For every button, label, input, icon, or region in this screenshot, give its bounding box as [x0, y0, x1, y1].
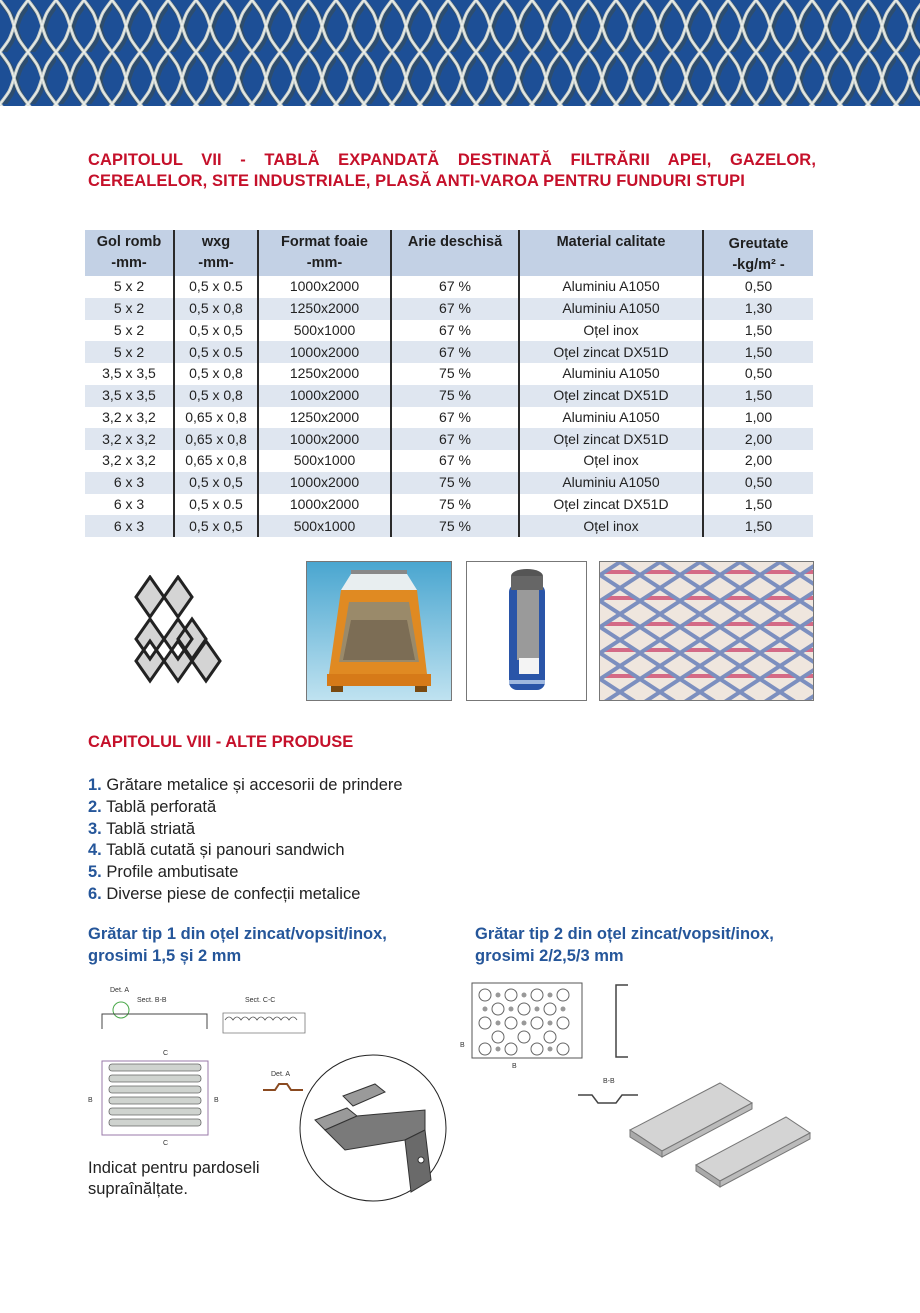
header-line1: Arie deschisă — [407, 234, 503, 250]
table-row — [85, 450, 813, 472]
cell-wxg: 0,5 x 0,5 — [174, 515, 258, 537]
cell-wxg: 0,5 x 0,5 — [174, 472, 258, 494]
chapter7-title-line2: CEREALELOR, SITE INDUSTRIALE, PLASĂ ANTI-VAROA PENTRU FUNDURI STUPI — [88, 172, 745, 190]
cell-wxg: 0,65 x 0,8 — [174, 407, 258, 429]
cell-wxg: 0,5 x 0.5 — [174, 341, 258, 363]
header-line1: Greutate — [728, 236, 789, 252]
col-header-wxg — [174, 230, 258, 276]
section-b-label: B — [512, 1063, 517, 1070]
cell-format-foaie: 500x1000 — [258, 515, 391, 537]
header-line2: -mm- — [306, 255, 343, 271]
cell-material: Aluminiu A1050 — [519, 472, 703, 494]
table-row — [85, 472, 813, 494]
grate-type2-title — [475, 923, 774, 967]
list-item — [88, 862, 403, 884]
list-item-text: Tablă cutată și panouri sandwich — [106, 841, 345, 860]
mesh-closeup-icon — [600, 562, 813, 700]
beehive-bottom-sieve-photo — [306, 561, 452, 701]
cell-greutate: 2,00 — [703, 450, 813, 472]
sect-cc-label: Sect. C-C — [245, 997, 276, 1004]
cell-greutate: 1,50 — [703, 494, 813, 516]
cell-arie-deschisa: 75 % — [391, 385, 519, 407]
cell-format-foaie: 1000x2000 — [258, 428, 391, 450]
section-bb-label: B-B — [603, 1078, 615, 1085]
cell-gol-romb: 3,2 x 3,2 — [102, 408, 156, 425]
expanded-metal-closeup-photo — [599, 561, 814, 701]
expanded-metal-specs-table — [85, 230, 813, 537]
cell-gol-romb: 5 x 2 — [113, 278, 145, 295]
cell-arie-deschisa: 67 % — [391, 428, 519, 450]
cylinder-filter-icon — [467, 562, 586, 700]
table-row — [85, 385, 813, 407]
mesh-pattern-icon — [0, 0, 920, 106]
cell-material: Aluminiu A1050 — [519, 407, 703, 429]
list-item — [88, 819, 403, 841]
cell-greutate: 0,50 — [703, 363, 813, 385]
header-line2: -mm- — [111, 255, 147, 271]
cell-greutate: 1,50 — [703, 341, 813, 363]
cell-greutate: 1,50 — [703, 515, 813, 537]
table-row — [85, 494, 813, 516]
section-c-label: C — [163, 1140, 169, 1147]
table-header-row — [85, 230, 813, 276]
cell-arie-deschisa: 75 % — [391, 515, 519, 537]
cell-format-foaie: 1000x2000 — [258, 341, 391, 363]
col-header-arie-deschisa — [391, 230, 519, 276]
other-products-list — [88, 775, 403, 906]
cell-material: Oțel inox — [519, 450, 703, 472]
grate-type1-note — [88, 1158, 260, 1200]
cell-format-foaie: 500x1000 — [258, 320, 391, 342]
header-line2: -kg/m² - — [732, 257, 785, 273]
cell-format-foaie: 500x1000 — [258, 450, 391, 472]
section-b-label: B — [460, 1042, 465, 1049]
table-row — [85, 320, 813, 342]
cell-gol-romb: 3,5 x 3,5 — [102, 365, 156, 382]
cell-gol-romb: 3,5 x 3,5 — [85, 385, 174, 407]
cell-greutate: 1,00 — [703, 407, 813, 429]
cell-arie-deschisa: 67 % — [391, 320, 519, 342]
cell-greutate: 2,00 — [703, 428, 813, 450]
cell-gol-romb: 6 x 3 — [85, 515, 174, 537]
col-header-format-foaie — [258, 230, 391, 276]
cell-material: Oțel inox — [519, 515, 703, 537]
col-header-material — [519, 230, 703, 276]
list-item — [88, 884, 403, 906]
cell-material: Oțel zincat DX51D — [519, 341, 703, 363]
table-row — [85, 298, 813, 320]
list-item-number: 2. — [88, 797, 102, 816]
cell-format-foaie: 1000x2000 — [258, 494, 391, 516]
cell-gol-romb: 6 x 3 — [113, 495, 145, 512]
cell-format-foaie: 1000x2000 — [258, 472, 391, 494]
section-b-label: B — [88, 1097, 93, 1104]
cell-material: Aluminiu A1050 — [519, 276, 703, 298]
list-item-text: Profile ambutisate — [106, 863, 239, 882]
expanded-metal-banner — [0, 0, 920, 106]
table-row — [85, 407, 813, 429]
list-item-number: 1. — [88, 776, 102, 794]
chapter7-title — [88, 150, 816, 192]
header-line1: Format foaie — [280, 234, 368, 250]
header-line1: wxg — [201, 234, 231, 250]
cell-arie-deschisa: 75 % — [391, 472, 519, 494]
cell-format-foaie: 1250x2000 — [258, 363, 391, 385]
col-header-gol-romb — [85, 230, 174, 276]
cell-gol-romb: 5 x 2 — [85, 298, 174, 320]
cell-material: Aluminiu A1050 — [519, 298, 703, 320]
header-line1: Material calitate — [556, 234, 666, 250]
cell-wxg: 0,65 x 0,8 — [174, 450, 258, 472]
cell-greutate: 1,50 — [703, 385, 813, 407]
cell-format-foaie: 1000x2000 — [258, 385, 391, 407]
cell-arie-deschisa: 75 % — [391, 494, 519, 516]
cell-gol-romb: 3,2 x 3,2 — [85, 428, 174, 450]
list-item-text: Tablă striată — [106, 819, 196, 838]
list-item-text: Diverse piese de confecții metalice — [106, 884, 361, 903]
cell-gol-romb: 5 x 2 — [85, 341, 174, 363]
cell-material: Oțel zincat DX51D — [519, 428, 703, 450]
section-b-label: B — [214, 1097, 219, 1104]
cell-arie-deschisa: 67 % — [391, 450, 519, 472]
cell-wxg: 0,5 x 0,8 — [174, 298, 258, 320]
cell-format-foaie: 1250x2000 — [258, 407, 391, 429]
sect-bb-label: Sect. B-B — [137, 997, 167, 1004]
table-row — [85, 363, 813, 385]
cartridge-filter-photo — [466, 561, 587, 701]
table-row — [85, 341, 813, 363]
cell-arie-deschisa: 67 % — [391, 298, 519, 320]
expanded-metal-diamond-illustration — [128, 575, 223, 700]
chapter7-title-line1: CAPITOLUL VII - TABLĂ EXPANDATĂ DESTINATĂ FILTRĂRII APEI, GAZELOR, — [88, 151, 816, 169]
diamond-mesh-icon — [128, 575, 223, 700]
cell-material: Oțel zincat DX51D — [519, 494, 703, 516]
list-item-number: 6. — [88, 884, 102, 903]
grate-type2-title-line1: Grătar tip 2 din oțel zincat/vopsit/inox, — [475, 925, 774, 943]
cell-wxg: 0,5 x 0,5 — [174, 320, 258, 342]
chapter8-title: CAPITOLUL VIII - ALTE PRODUSE — [88, 733, 354, 751]
list-item-number: 3. — [88, 819, 102, 838]
det-a-detail-label: Det. A — [271, 1071, 291, 1078]
col-header-greutate — [703, 230, 813, 276]
cell-arie-deschisa: 67 % — [391, 276, 519, 298]
grate-type1-title-line2: grosimi 1,5 și 2 mm — [88, 947, 242, 965]
cell-material: Aluminiu A1050 — [519, 363, 703, 385]
table-row — [85, 515, 813, 537]
cell-gol-romb: 5 x 2 — [113, 321, 145, 338]
cell-greutate: 0,50 — [703, 472, 813, 494]
cell-gol-romb: 3,2 x 3,2 — [102, 452, 156, 469]
cell-greutate: 1,30 — [703, 298, 813, 320]
cell-wxg: 0,5 x 0,8 — [174, 363, 258, 385]
table-row — [85, 428, 813, 450]
list-item — [88, 840, 403, 862]
cell-arie-deschisa: 67 % — [391, 341, 519, 363]
cell-arie-deschisa: 67 % — [391, 407, 519, 429]
section-c-label: C — [163, 1050, 169, 1057]
cell-material: Oțel inox — [519, 320, 703, 342]
cell-gol-romb: 6 x 3 — [85, 472, 174, 494]
list-item-text: Tablă perforată — [106, 797, 217, 816]
list-item-number: 4. — [88, 841, 102, 860]
header-line1: Gol romb — [96, 234, 162, 250]
grate-type1-title — [88, 923, 387, 967]
cell-format-foaie: 1250x2000 — [258, 298, 391, 320]
header-line2: -mm- — [198, 255, 234, 271]
list-item-number: 5. — [88, 863, 102, 882]
table-row — [85, 276, 813, 298]
cell-format-foaie: 1000x2000 — [258, 276, 391, 298]
cell-wxg: 0,5 x 0,8 — [174, 385, 258, 407]
cell-greutate: 1,50 — [703, 320, 813, 342]
perforated-grate-drawing-icon — [460, 975, 840, 1215]
list-item — [88, 775, 403, 797]
cell-wxg: 0,5 x 0.5 — [174, 276, 258, 298]
grate-type2-title-line2: grosimi 2/2,5/3 mm — [475, 947, 624, 965]
cell-material: Oțel zincat DX51D — [519, 385, 703, 407]
grate-type1-title-line1: Grătar tip 1 din oțel zincat/vopsit/inox, — [88, 925, 387, 943]
cell-wxg: 0,5 x 0.5 — [174, 494, 258, 516]
sieve-tray-icon — [307, 562, 451, 700]
cell-arie-deschisa: 75 % — [391, 363, 519, 385]
list-item-text: Grătare metalice și accesorii de prindere — [106, 776, 403, 794]
grate-type2-drawing — [460, 975, 840, 1215]
list-item — [88, 797, 403, 819]
note-line2: supraînălțate. — [88, 1180, 188, 1198]
cell-wxg: 0,65 x 0,8 — [174, 428, 258, 450]
det-a-label: Det. A — [110, 987, 130, 994]
cell-greutate: 0,50 — [703, 276, 813, 298]
note-line1: Indicat pentru pardoseli — [88, 1159, 260, 1177]
